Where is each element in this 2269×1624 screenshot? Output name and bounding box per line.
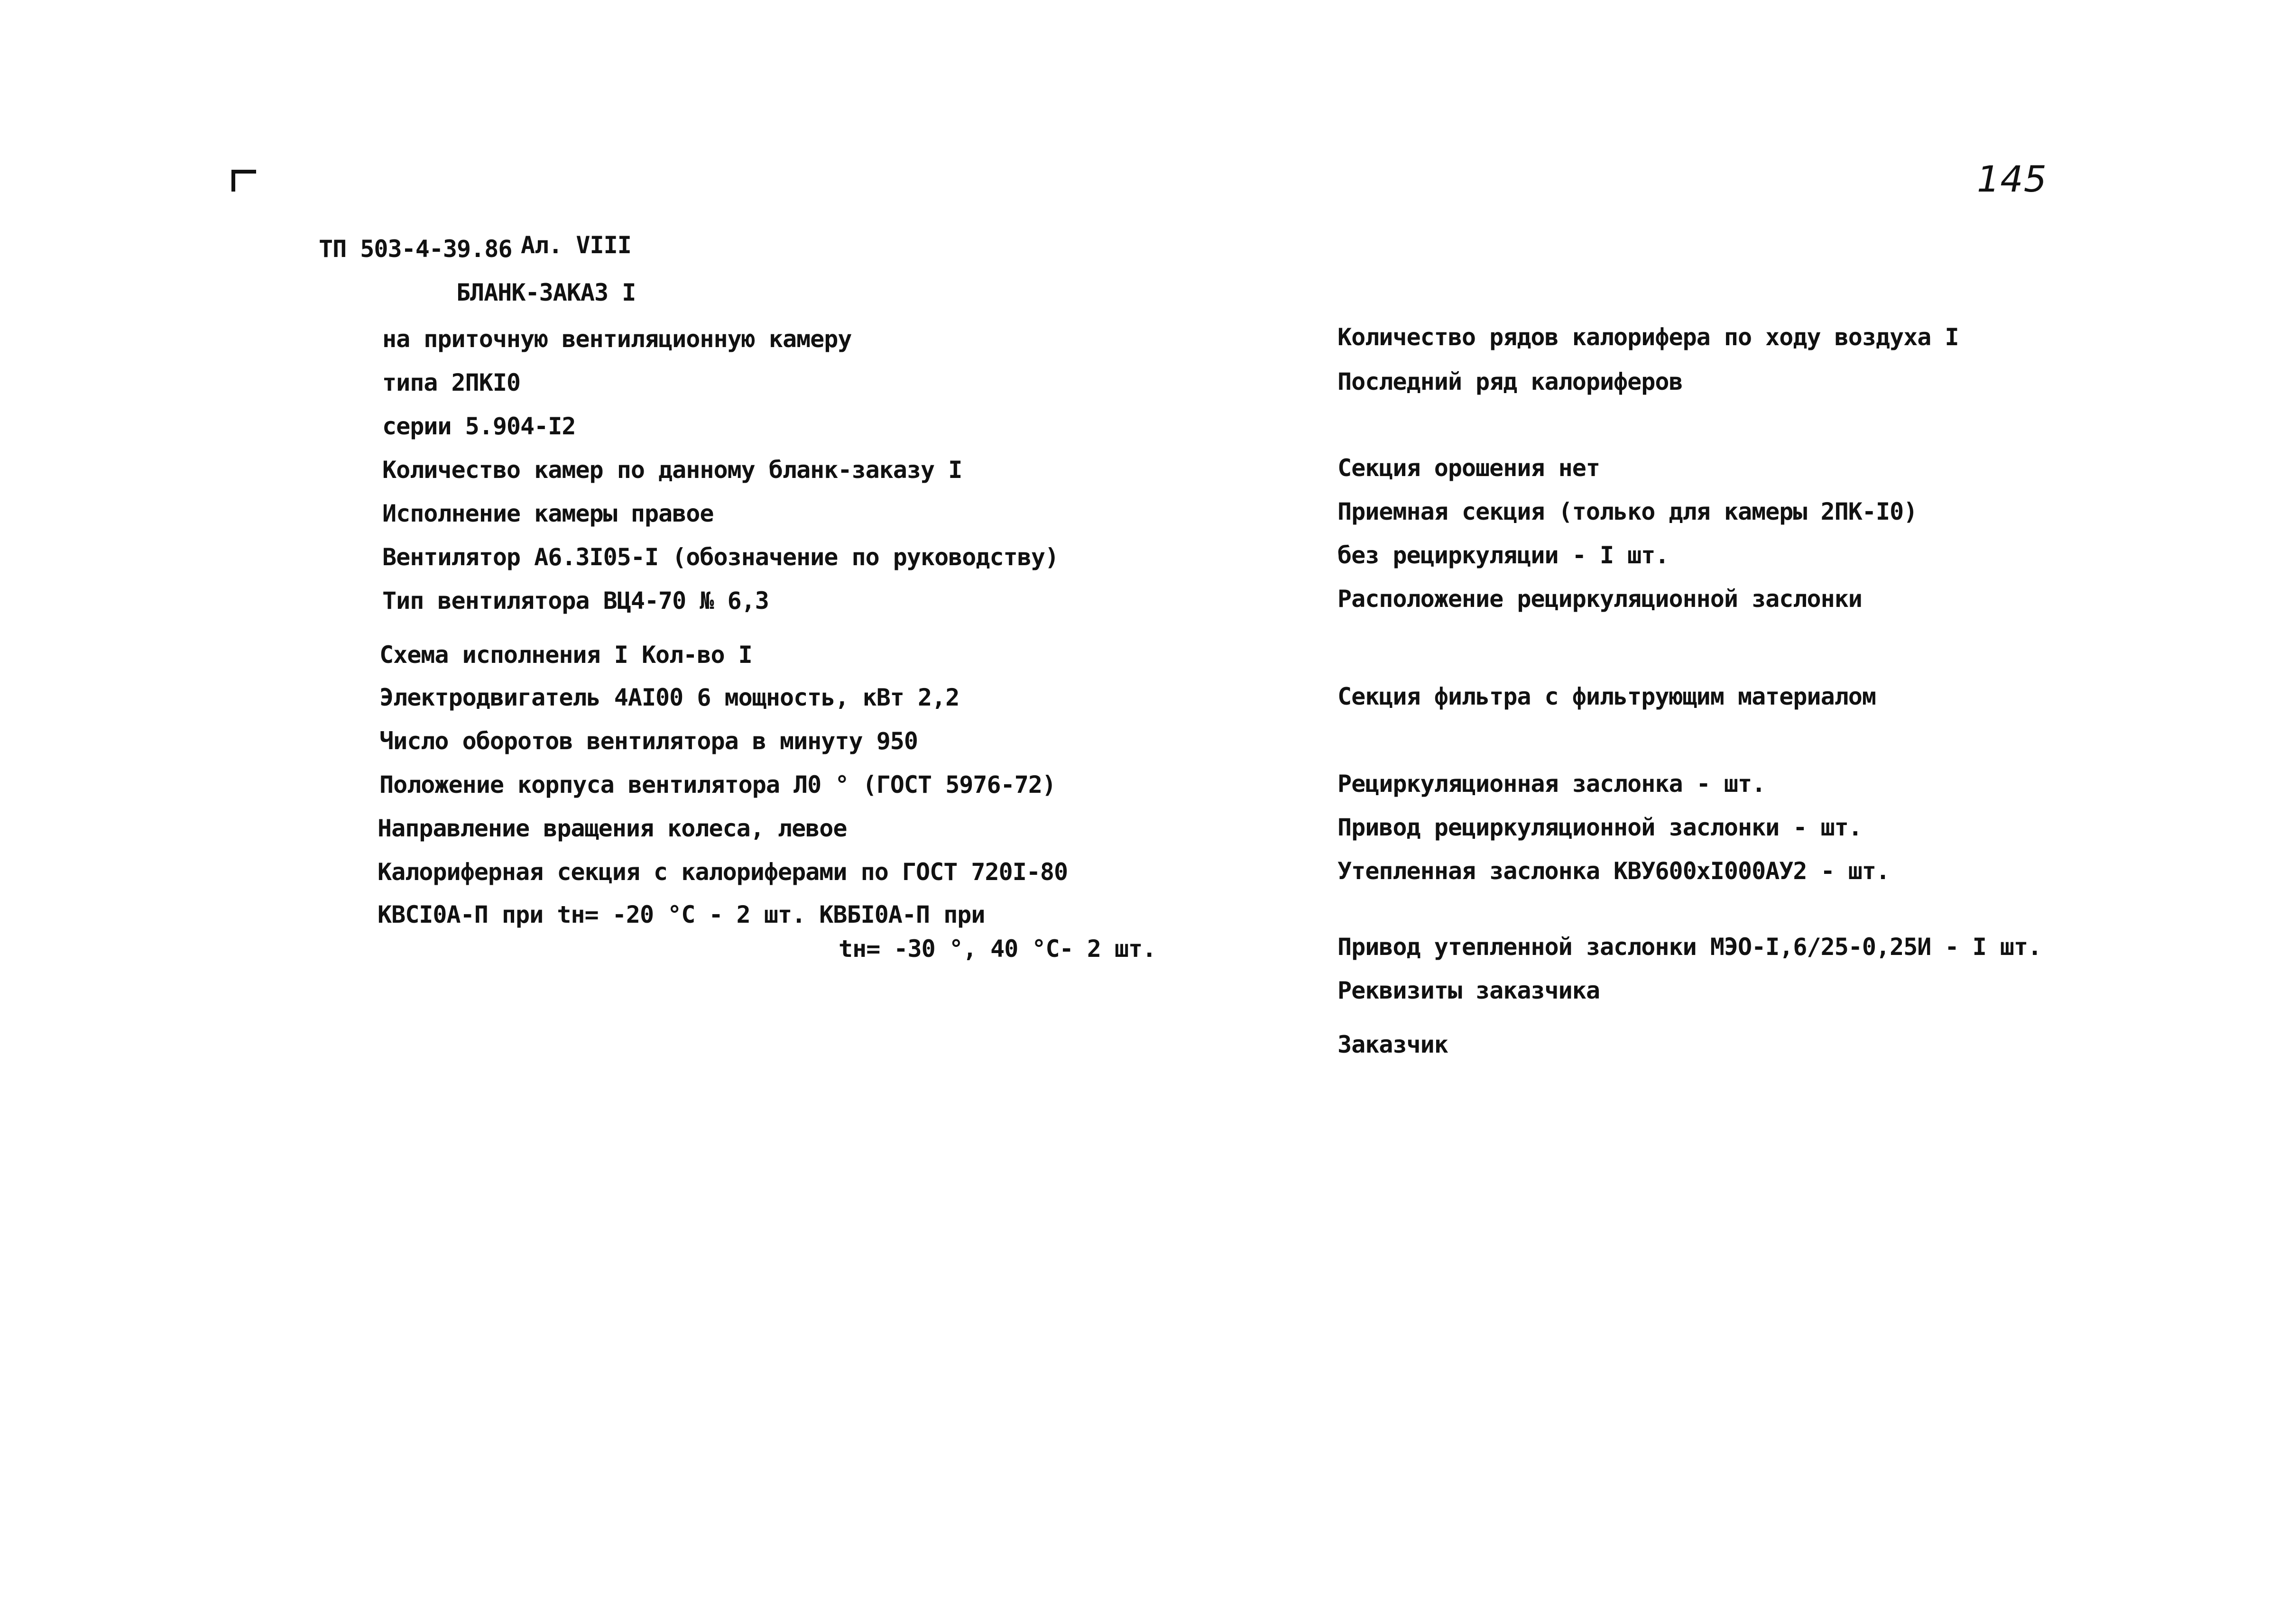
right-line: Секция орошения нет — [1337, 454, 1600, 482]
right-line: Последний ряд калориферов — [1337, 368, 1683, 395]
left-line: Тип вентилятора ВЦ4-70 № 6,3 — [382, 587, 769, 615]
left-line: на приточную вентиляционную камеру — [382, 325, 852, 353]
left-line: Число оборотов вентилятора в минуту 950 — [379, 727, 918, 755]
left-line: Вентилятор А6.3I05-I (обозначение по руководству) — [382, 543, 1059, 571]
left-line: КВСI0А-П при tн= -20 °С - 2 шт. КВБI0А-П при — [378, 901, 985, 928]
right-line: Количество рядов калорифера по ходу воздуха I — [1337, 323, 1959, 351]
left-line: tн= -30 °, 40 °С- 2 шт. — [839, 935, 1156, 963]
right-line: Привод утепленной заслонки МЭО-I,6/25-0,25И - I шт. — [1337, 933, 2042, 961]
right-line: без рециркуляции - I шт. — [1337, 541, 1669, 569]
right-line: Привод рециркуляционной заслонки - шт. — [1337, 814, 1862, 841]
left-line: Направление вращения колеса, левое — [378, 815, 847, 842]
right-line: Утепленная заслонка КВУ600хI000АУ2 - шт. — [1337, 857, 1890, 885]
left-line: Количество камер по данному бланк-заказу I — [382, 456, 962, 484]
corner-mark — [231, 170, 256, 192]
right-line: Расположение рециркуляционной заслонки — [1337, 585, 1862, 613]
left-line: Схема исполнения I Кол-во I — [379, 641, 752, 669]
form-title: БЛАНК-ЗАКАЗ I — [456, 279, 636, 306]
left-line: Электродвигатель 4АI00 6 мощность, кВт 2,2 — [379, 684, 959, 711]
doc-code: ТП 503-4-39.86 — [319, 235, 512, 263]
right-line: Реквизиты заказчика — [1337, 977, 1600, 1004]
right-line: Заказчик — [1337, 1031, 1448, 1058]
right-line: Приемная секция (только для камеры 2ПК-I0) — [1337, 498, 1918, 525]
left-line: серии 5.904-I2 — [382, 413, 576, 440]
left-line: Исполнение камеры правое — [382, 500, 714, 527]
album-label: Ал. VIII — [521, 231, 631, 259]
left-line: Положение корпуса вентилятора Л0 ° (ГОСТ 5976-72) — [379, 771, 1056, 798]
page-number: 145 — [1977, 158, 2048, 200]
left-line: типа 2ПКI0 — [382, 369, 521, 396]
right-line: Секция фильтра с фильтрующим материалом — [1337, 683, 1876, 710]
left-line: Калориферная секция с калориферами по ГОСТ 720I-80 — [378, 858, 1068, 886]
right-line: Рециркуляционная заслонка - шт. — [1337, 770, 1766, 798]
